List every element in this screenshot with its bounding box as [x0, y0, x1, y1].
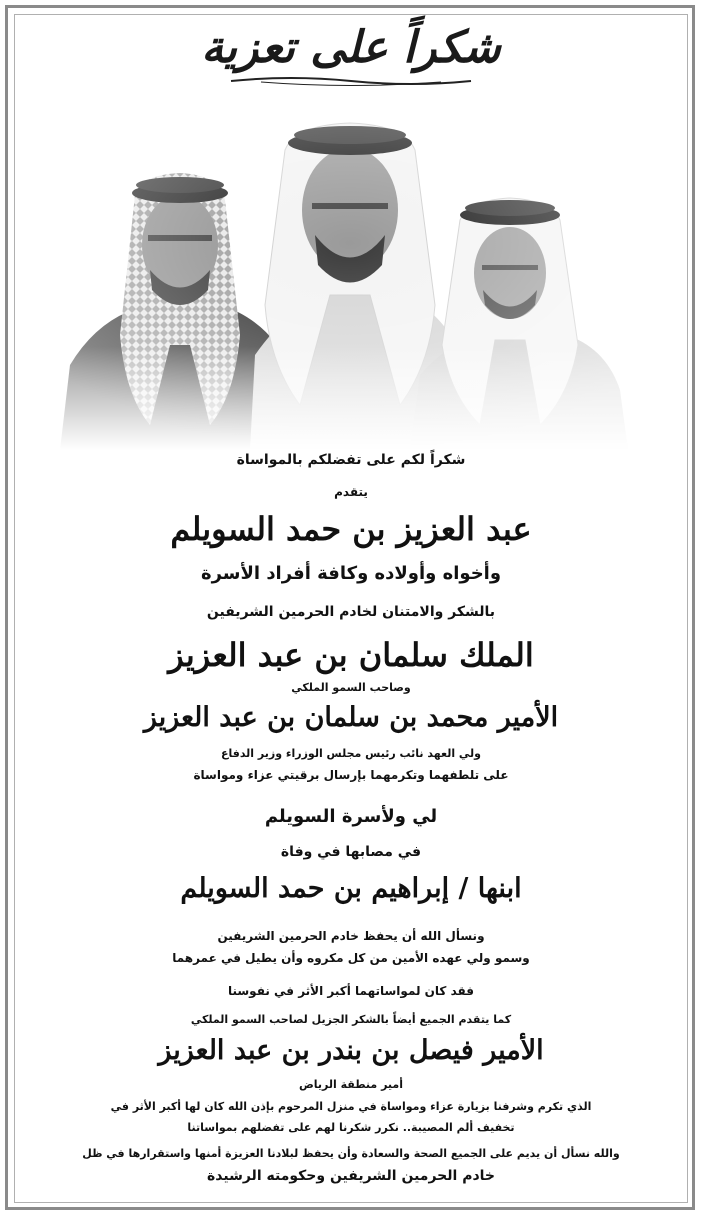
line-highness: وصاحب السمو الملكي [291, 681, 411, 694]
line-thanks: شكراً لكم على تفضلكم بالمواساة [236, 452, 466, 468]
line-final-prayer: والله نسأل أن يديم على الجميع الصحة والسعادة وأن يحفظ لبلادنا العزيزة أمنها واستقرارها في ظل [82, 1147, 620, 1160]
line-prayer-1: ونسأل الله أن يحفظ خادم الحرمين الشريفين [217, 929, 485, 943]
line-presenter-name: عبد العزيز بن حمد السويلم [170, 510, 532, 548]
line-deceased-name: ابنها / إبراهيم بن حمد السويلم [180, 873, 522, 904]
line-crown-prince-title: ولي العهد نائب رئيس مجلس الوزراء وزير الدفاع [220, 747, 482, 760]
line-family: وأخواه وأولاده وكافة أفراد الأسرة [200, 563, 502, 584]
line-gratitude: بالشكر والامتنان لخادم الحرمين الشريفين [206, 604, 496, 620]
line-bereavement: في مصابها في وفاة [280, 844, 422, 860]
ad-title [0, 22, 702, 89]
line-condolence-cables: على تلطفهما وتكرمهما بإرسال برقيتي عزاء ومواساة [193, 768, 509, 782]
line-family-name: لي ولأسرة السويلم [264, 806, 438, 827]
line-governor-name: الأمير فيصل بن بندر بن عبد العزيز [158, 1035, 544, 1066]
line-king-name: الملك سلمان بن عبد العزيز [168, 636, 534, 674]
line-government: خادم الحرمين الشريفين وحكومته الرشيدة [207, 1168, 495, 1184]
line-thanks-highness: كما يتقدم الجميع أيضاً بالشكر الجزيل لصاحب السمو الملكي [190, 1013, 512, 1026]
portrait-photo [40, 105, 660, 450]
line-presents: يتقدم [334, 485, 368, 499]
title-ornament-icon [221, 73, 481, 89]
line-prayer-2: وسمو ولي عهده الأمين من كل مكروه وأن يطيل في عمرهما [172, 951, 530, 965]
line-visit: الذي تكرم وشرفنا بزيارة عزاء ومواساة في منزل المرحوم بإذن الله كان لها أكبر الأثر في [110, 1100, 592, 1113]
line-crown-prince-name: الأمير محمد بن سلمان بن عبد العزيز [143, 702, 559, 733]
line-relief: تخفيف ألم المصيبة.. نكرر شكرنا لهم على تفضلهم بمواساتنا [187, 1121, 515, 1134]
line-governor-title: أمير منطقة الرياض [299, 1078, 403, 1091]
title-text: شكراً على تعزية [201, 22, 501, 73]
line-impact: فقد كان لمواساتهما أكبر الأثر في نفوسنا [227, 984, 475, 998]
